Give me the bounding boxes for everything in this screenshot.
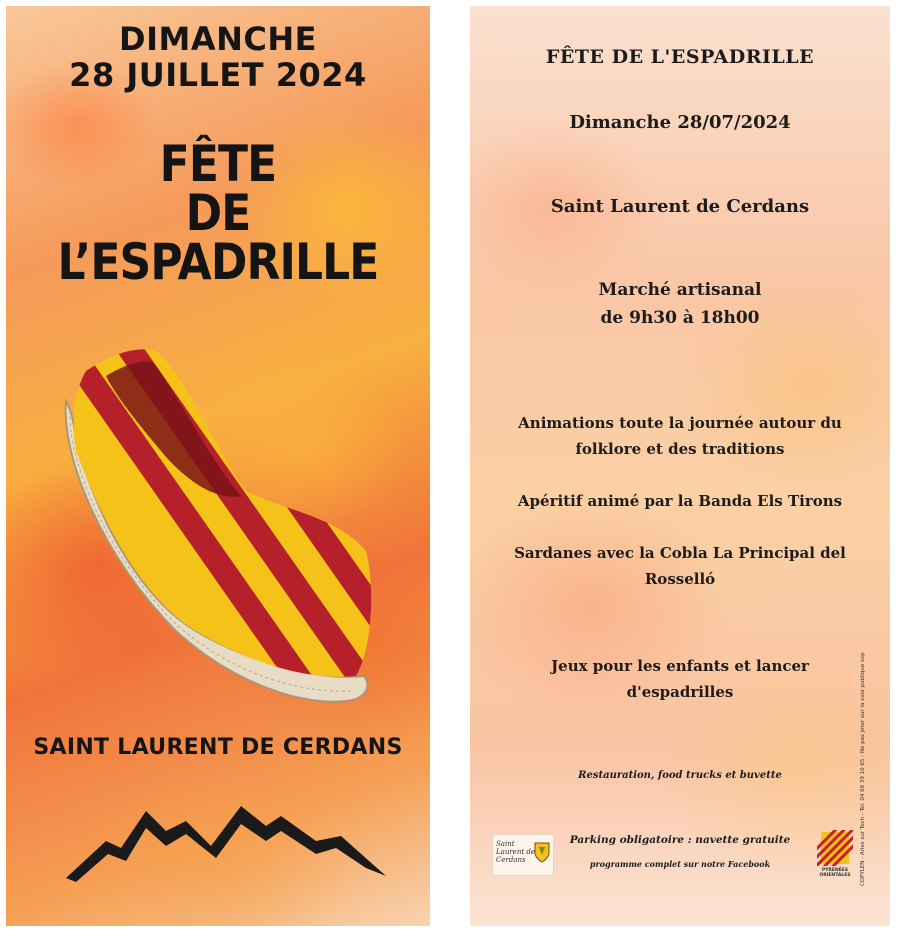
info-parking: Parking obligatoire : navette gratuite — [569, 834, 791, 846]
info-jeux-line1: Jeux pour les enfants et lancer — [551, 657, 809, 675]
pyrenees-orientales-logo — [817, 830, 853, 878]
poster-title-line1: FÊTE — [159, 135, 277, 193]
info-animations-line1: Animations toute la journée autour du — [518, 414, 842, 432]
printer-imprint: COPYLEN - Arles sur Tech - Tél. 04 68 39 10 65 - Ne pas jeter sur la voie publique svp — [860, 652, 866, 886]
mountains-icon — [66, 786, 386, 886]
crest-icon — [534, 841, 550, 863]
poster-date: 28 JUILLET 2024 — [69, 56, 367, 94]
catalan-flag-icon — [817, 830, 853, 866]
saint-laurent-logo-text: Saint Laurent de Cerdans — [496, 840, 535, 864]
info-animations-line2: folklore et des traditions — [575, 440, 785, 458]
info-title: FÊTE DE L'ESPADRILLE — [545, 46, 815, 68]
poster-day: DIMANCHE — [119, 20, 317, 58]
info-restauration: Restauration, food trucks et buvette — [578, 770, 782, 781]
info-date: Dimanche 28/07/2024 — [569, 112, 791, 133]
info-sardanes-line1: Sardanes avec la Cobla La Principal del — [514, 544, 846, 562]
poster-visual-panel — [6, 6, 430, 926]
info-market-line1: Marché artisanal — [598, 280, 762, 300]
info-jeux-line2: d'espadrilles — [626, 683, 734, 701]
info-place: Saint Laurent de Cerdans — [550, 196, 810, 217]
poster-info-panel — [470, 6, 890, 926]
poster-title-line2: DE — [185, 184, 251, 242]
info-aperitif: Apéritif animé par la Banda Els Tirons — [517, 492, 843, 510]
poster-place: SAINT LAURENT DE CERDANS — [33, 735, 403, 760]
saint-laurent-logo — [492, 834, 554, 876]
info-programme: programme complet sur notre Facebook — [589, 859, 771, 869]
info-market-line2: de 9h30 à 18h00 — [600, 308, 760, 328]
info-sardanes-line2: Rosselló — [644, 570, 716, 588]
espadrille-illustration — [46, 331, 386, 711]
poster-title-line3: L’ESPADRILLE — [57, 233, 379, 291]
pyrenees-orientales-logo-text: PYRÉNÉES ORIENTALES — [819, 868, 851, 878]
